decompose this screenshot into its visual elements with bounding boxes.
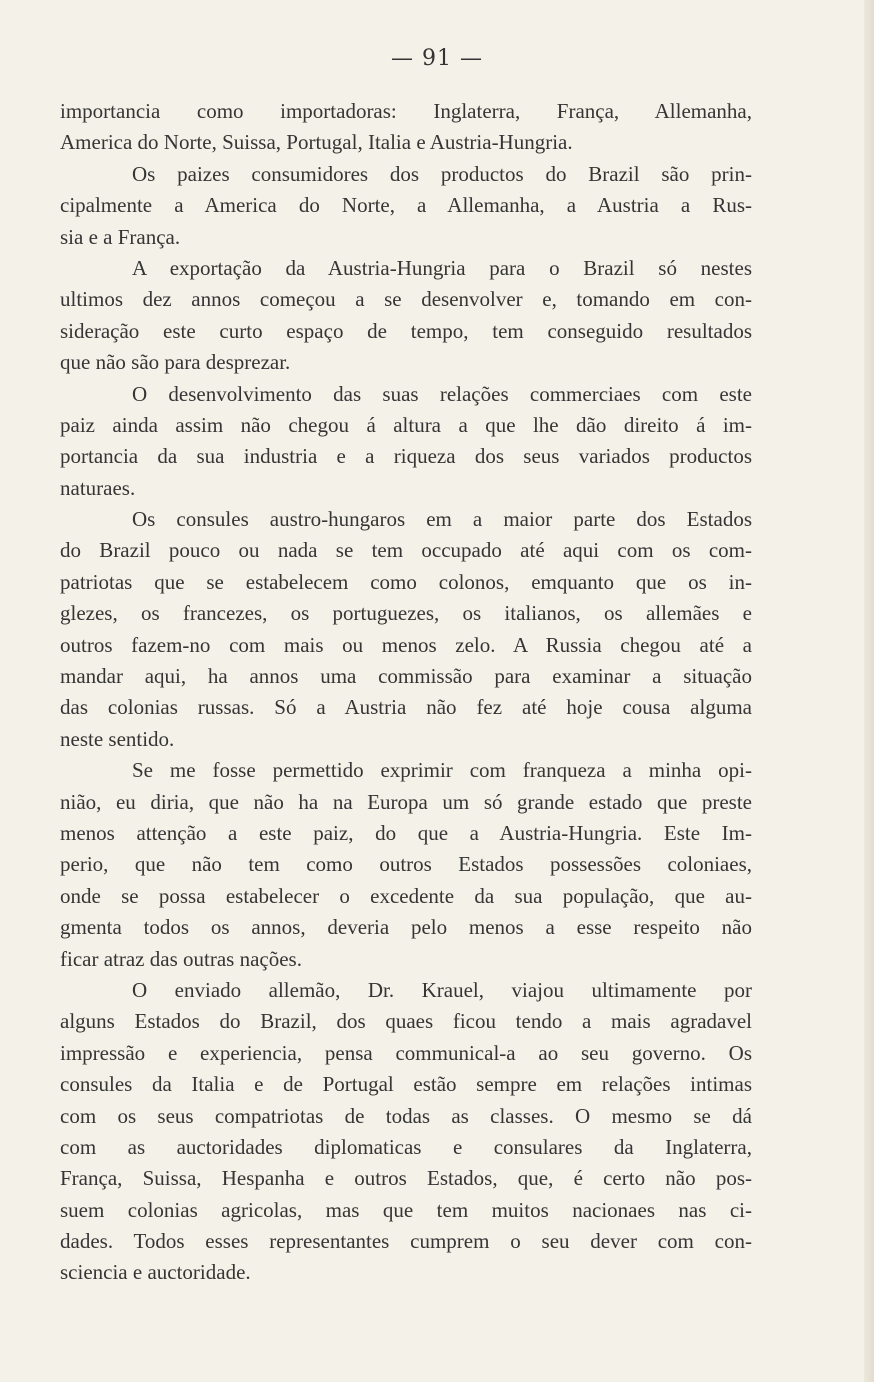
text-line: consules da Italia e de Portugal estão sempre em relações intimas — [60, 1072, 752, 1097]
text-line: importancia como importadoras: Inglaterra, França, Allemanha, — [60, 99, 752, 123]
text-line: A exportação da Austria-Hungria para o Brazil só nestes — [132, 255, 752, 280]
text-line: O desenvolvimento das suas relações commerciaes com este — [132, 381, 752, 406]
text-line: neste sentido. — [60, 726, 175, 751]
text-line: sciencia e auctoridade. — [60, 1260, 251, 1285]
text-line: America do Norte, Suissa, Portugal, Italia e Austria-Hungria. — [60, 130, 573, 155]
text-line: mandar aqui, ha annos uma commissão para examinar a situação — [60, 664, 752, 689]
text-line: sideração este curto espaço de tempo, tem conseguido resultados — [60, 318, 752, 343]
text-line: com os seus compatriotas de todas as classes. O mesmo se dá — [60, 1103, 752, 1128]
text-line: paiz ainda assim não chegou á altura a que lhe dão direito á im- — [60, 412, 752, 437]
text-line: nião, eu diria, que não ha na Europa um só grande estado que preste — [60, 789, 752, 814]
text-line: Se me fosse permettido exprimir com franqueza a minha opi- — [132, 758, 752, 783]
text-line: glezes, os francezes, os portuguezes, os italianos, os allemães e — [60, 601, 752, 626]
text-line: O enviado allemão, Dr. Krauel, viajou ultimamente por — [132, 977, 752, 1002]
text-line: patriotas que se estabelecem como colonos, emquanto que os in- — [60, 569, 752, 594]
text-line: alguns Estados do Brazil, dos quaes ficou tendo a mais agradavel — [60, 1009, 752, 1034]
text-line: ficar atraz das outras nações. — [60, 946, 302, 971]
text-line: portancia da sua industria e a riqueza dos seus variados productos — [60, 444, 752, 469]
text-line: onde se possa estabelecer o excedente da sua população, que au- — [60, 883, 752, 908]
text-line: França, Suissa, Hespanha e outros Estados, que, é certo não pos- — [60, 1166, 752, 1191]
text-line: cipalmente a America do Norte, a Allemanha, a Austria a Rus- — [60, 193, 752, 218]
text-line: menos attenção a este paiz, do que a Austria-Hungria. Este Im- — [60, 820, 752, 845]
text-line: impressão e experiencia, pensa communical-a ao seu governo. Os — [60, 1040, 752, 1065]
text-line: que não são para desprezar. — [60, 350, 291, 375]
text-line: naturaes. — [60, 475, 136, 500]
text-line: Os paizes consumidores dos productos do Brazil são prin- — [132, 161, 752, 186]
page-number: — 91 — — [391, 46, 483, 71]
text-line: gmenta todos os annos, deveria pelo menos a esse respeito não — [60, 915, 752, 940]
text-line: sia e a França. — [60, 224, 181, 249]
text-line: perio, que não tem como outros Estados possessões coloniaes, — [60, 852, 752, 877]
text-line: ultimos dez annos começou a se desenvolver e, tomando em con- — [60, 287, 752, 312]
text-line: do Brazil pouco ou nada se tem occupado até aqui com os com- — [60, 538, 752, 563]
text-line: suem colonias agricolas, mas que tem muitos nacionaes nas ci- — [60, 1197, 752, 1222]
page-edge — [864, 0, 874, 1382]
text-line: Os consules austro-hungaros em a maior parte dos Estados — [132, 507, 752, 532]
text-line: com as auctoridades diplomaticas e consulares da Inglaterra, — [60, 1134, 752, 1159]
body-text — [60, 96, 752, 1289]
text-line: das colonias russas. Só a Austria não fez até hoje cousa alguma — [60, 695, 752, 720]
text-line: outros fazem-no com mais ou menos zelo. A Russia chegou até a — [60, 632, 752, 657]
text-line: dades. Todos esses representantes cumprem o seu dever com con- — [60, 1229, 752, 1254]
